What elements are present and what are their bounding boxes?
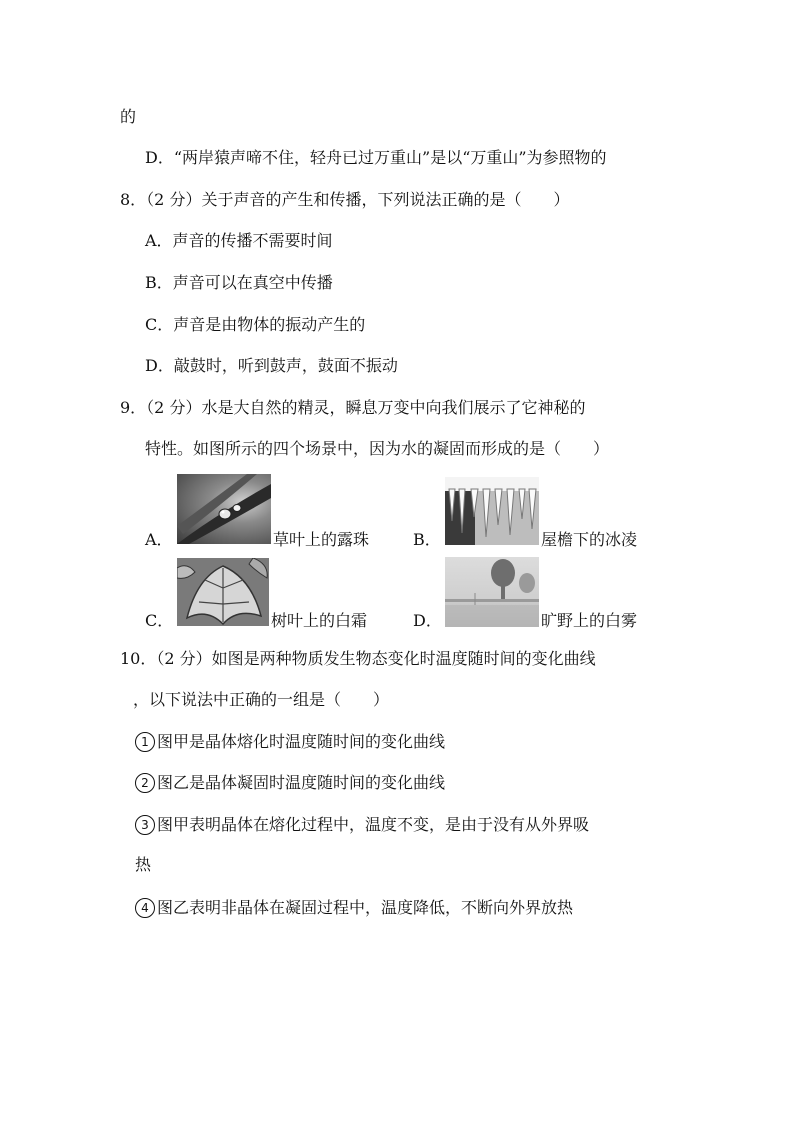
q10-statement-2: [135, 771, 445, 795]
q10-stem-line2: ，以下说法中正确的一组是（ ）: [133, 690, 390, 709]
statement-text: 图甲是晶体熔化时温度随时间的变化曲线: [157, 732, 446, 751]
q9-option-a-caption: 草叶上的露珠: [273, 530, 370, 549]
q10-statement-1: [135, 730, 445, 754]
statement-text: 图乙是晶体凝固时温度随时间的变化曲线: [157, 773, 446, 792]
icicles-under-eaves-photo: [445, 477, 539, 545]
fog-in-field-photo: [445, 557, 539, 627]
frost-on-leaf-photo: [177, 558, 269, 626]
statement-text: 图甲表明晶体在熔化过程中，温度不变，是由于没有从外界吸: [157, 815, 590, 834]
frost-photo-art: [177, 558, 269, 626]
q8-option-a: A．声音的传播不需要时间: [145, 231, 333, 250]
q8-option-c: C．声音是由物体的振动产生的: [145, 315, 366, 334]
q9-option-a-letter: A．: [145, 530, 173, 549]
q10-stem-line1: 10．（2 分）如图是两种物质发生物态变化时温度随时间的变化曲线: [120, 649, 596, 668]
fog-photo-art: [445, 557, 539, 627]
continuation-text: 的: [120, 107, 137, 126]
q8-option-d: D．敲鼓时，听到鼓声，鼓面不振动: [145, 356, 398, 375]
q9-option-d-caption: 旷野上的白雾: [541, 611, 638, 630]
q9-stem-line2: 特性。如图所示的四个场景中，因为水的凝固而形成的是（ ）: [145, 439, 610, 458]
q8-stem: 8．（2 分）关于声音的产生和传播，下列说法正确的是（ ）: [120, 190, 570, 209]
q9-option-b-caption: 屋檐下的冰凌: [541, 530, 638, 549]
circled-number-4: 4: [135, 898, 155, 918]
dew-on-grass-photo: [177, 474, 271, 544]
q9-option-c-caption: 树叶上的白霜: [271, 611, 368, 630]
q9-option-b-letter: B．: [413, 530, 441, 549]
q10-statement-3-continuation: 热: [135, 855, 152, 874]
q8-option-b: B．声音可以在真空中传播: [145, 273, 333, 292]
dew-photo-art: [177, 474, 271, 544]
q9-option-d-letter: D．: [413, 611, 442, 630]
circled-number-3: 3: [135, 815, 155, 835]
q9-option-c-letter: C．: [145, 611, 174, 630]
q7-option-d: D．“两岸猿声啼不住，轻舟已过万重山”是以“万重山”为参照物的: [145, 148, 607, 167]
icicles-photo-art: [445, 477, 539, 545]
q10-statement-4: [135, 896, 573, 920]
circled-number-2: 2: [135, 773, 155, 793]
q9-stem-line1: 9．（2 分）水是大自然的精灵，瞬息万变中向我们展示了它神秘的: [120, 398, 586, 417]
circled-number-1: 1: [135, 732, 155, 752]
q10-statement-3: [135, 813, 589, 837]
statement-text: 图乙表明非晶体在凝固过程中，温度降低，不断向外界放热: [157, 898, 574, 917]
